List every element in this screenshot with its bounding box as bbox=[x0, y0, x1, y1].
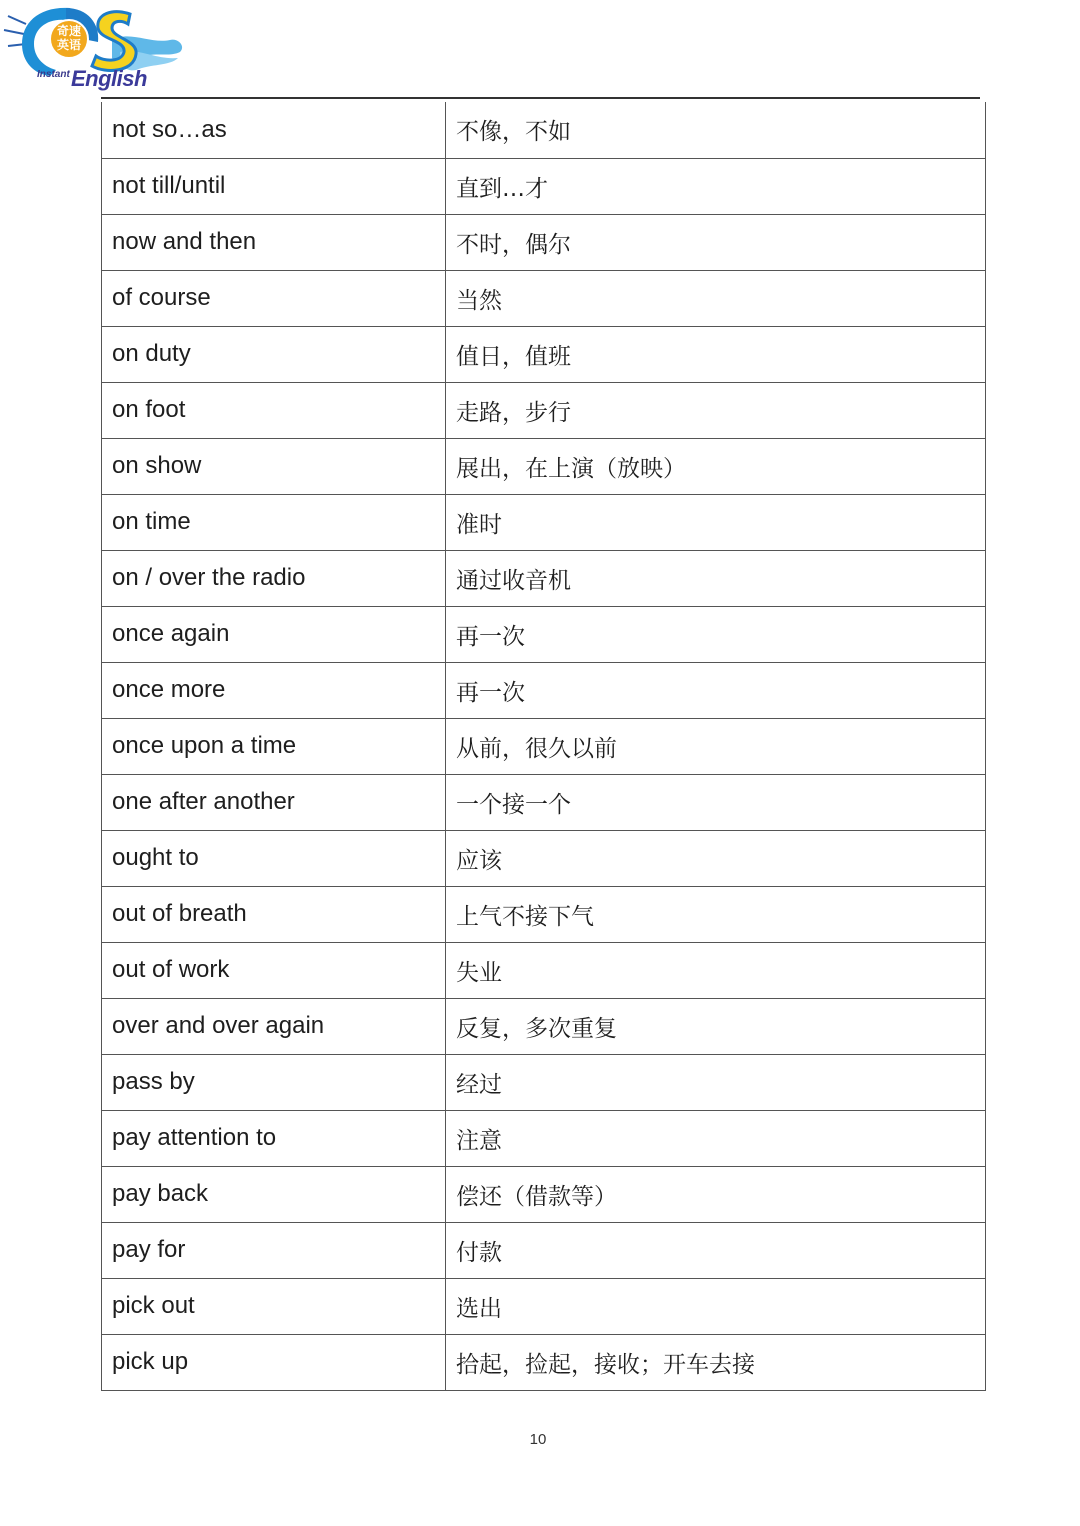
phrase-english: one after another bbox=[102, 774, 446, 830]
phrase-chinese: 准时 bbox=[446, 494, 986, 550]
phrase-chinese: 偿还（借款等） bbox=[446, 1166, 986, 1222]
table-row bbox=[102, 1278, 986, 1334]
table-row bbox=[102, 214, 986, 270]
phrase-chinese: 选出 bbox=[446, 1278, 986, 1334]
phrase-english: out of breath bbox=[102, 886, 446, 942]
phrase-english: pay attention to bbox=[102, 1110, 446, 1166]
table-row bbox=[102, 718, 986, 774]
phrase-english: on duty bbox=[102, 326, 446, 382]
table-row bbox=[102, 158, 986, 214]
table-row bbox=[102, 774, 986, 830]
table-row bbox=[102, 886, 986, 942]
phrase-english: on time bbox=[102, 494, 446, 550]
phrase-chinese: 不时，偶尔 bbox=[446, 214, 986, 270]
phrase-english: now and then bbox=[102, 214, 446, 270]
table-row bbox=[102, 998, 986, 1054]
phrase-english: once again bbox=[102, 606, 446, 662]
phrase-chinese: 走路，步行 bbox=[446, 382, 986, 438]
table-row bbox=[102, 1166, 986, 1222]
phrase-english: pick out bbox=[102, 1278, 446, 1334]
table-row bbox=[102, 942, 986, 998]
phrase-chinese: 通过收音机 bbox=[446, 550, 986, 606]
logo-chinese-text: 奇速英语 bbox=[56, 24, 81, 52]
phrase-english: not so…as bbox=[102, 102, 446, 158]
header-rule bbox=[101, 97, 980, 99]
table-row bbox=[102, 550, 986, 606]
logo-instant-text: Instant bbox=[37, 69, 70, 80]
phrase-english: over and over again bbox=[102, 998, 446, 1054]
phrase-chinese: 失业 bbox=[446, 942, 986, 998]
table-row bbox=[102, 382, 986, 438]
phrase-english: pay for bbox=[102, 1222, 446, 1278]
page-number: 10 bbox=[529, 1431, 547, 1448]
phrase-chinese: 注意 bbox=[446, 1110, 986, 1166]
brand-logo bbox=[0, 0, 200, 100]
phrase-chinese: 拾起，捡起，接收；开车去接 bbox=[446, 1334, 986, 1390]
table-row bbox=[102, 494, 986, 550]
phrase-english: of course bbox=[102, 270, 446, 326]
table-row bbox=[102, 102, 986, 158]
phrase-chinese: 从前，很久以前 bbox=[446, 718, 986, 774]
phrase-chinese: 经过 bbox=[446, 1054, 986, 1110]
phrase-chinese: 当然 bbox=[446, 270, 986, 326]
phrase-chinese: 应该 bbox=[446, 830, 986, 886]
phrase-chinese: 一个接一个 bbox=[446, 774, 986, 830]
phrase-english: on foot bbox=[102, 382, 446, 438]
phrase-chinese: 付款 bbox=[446, 1222, 986, 1278]
phrase-english: once upon a time bbox=[102, 718, 446, 774]
phrase-table bbox=[101, 102, 986, 1391]
phrase-english: on show bbox=[102, 438, 446, 494]
phrase-chinese: 直到…才 bbox=[446, 158, 986, 214]
table-row bbox=[102, 326, 986, 382]
phrase-english: on / over the radio bbox=[102, 550, 446, 606]
phrase-english: not till/until bbox=[102, 158, 446, 214]
table-row bbox=[102, 606, 986, 662]
phrase-chinese: 上气不接下气 bbox=[446, 886, 986, 942]
phrase-english: out of work bbox=[102, 942, 446, 998]
phrase-english: pick up bbox=[102, 1334, 446, 1390]
table-row bbox=[102, 438, 986, 494]
phrase-table-body bbox=[102, 102, 986, 1390]
table-row bbox=[102, 830, 986, 886]
table-row bbox=[102, 1334, 986, 1390]
table-row bbox=[102, 270, 986, 326]
table-row bbox=[102, 1054, 986, 1110]
table-row bbox=[102, 1110, 986, 1166]
logo-english-text: English bbox=[71, 66, 147, 91]
table-row bbox=[102, 662, 986, 718]
table-row bbox=[102, 1222, 986, 1278]
phrase-chinese: 值日，值班 bbox=[446, 326, 986, 382]
phrase-english: ought to bbox=[102, 830, 446, 886]
phrase-chinese: 再一次 bbox=[446, 606, 986, 662]
phrase-chinese: 不像，不如 bbox=[446, 102, 986, 158]
phrase-english: once more bbox=[102, 662, 446, 718]
phrase-english: pay back bbox=[102, 1166, 446, 1222]
phrase-chinese: 反复，多次重复 bbox=[446, 998, 986, 1054]
phrase-english: pass by bbox=[102, 1054, 446, 1110]
phrase-chinese: 展出，在上演（放映） bbox=[446, 438, 986, 494]
phrase-chinese: 再一次 bbox=[446, 662, 986, 718]
